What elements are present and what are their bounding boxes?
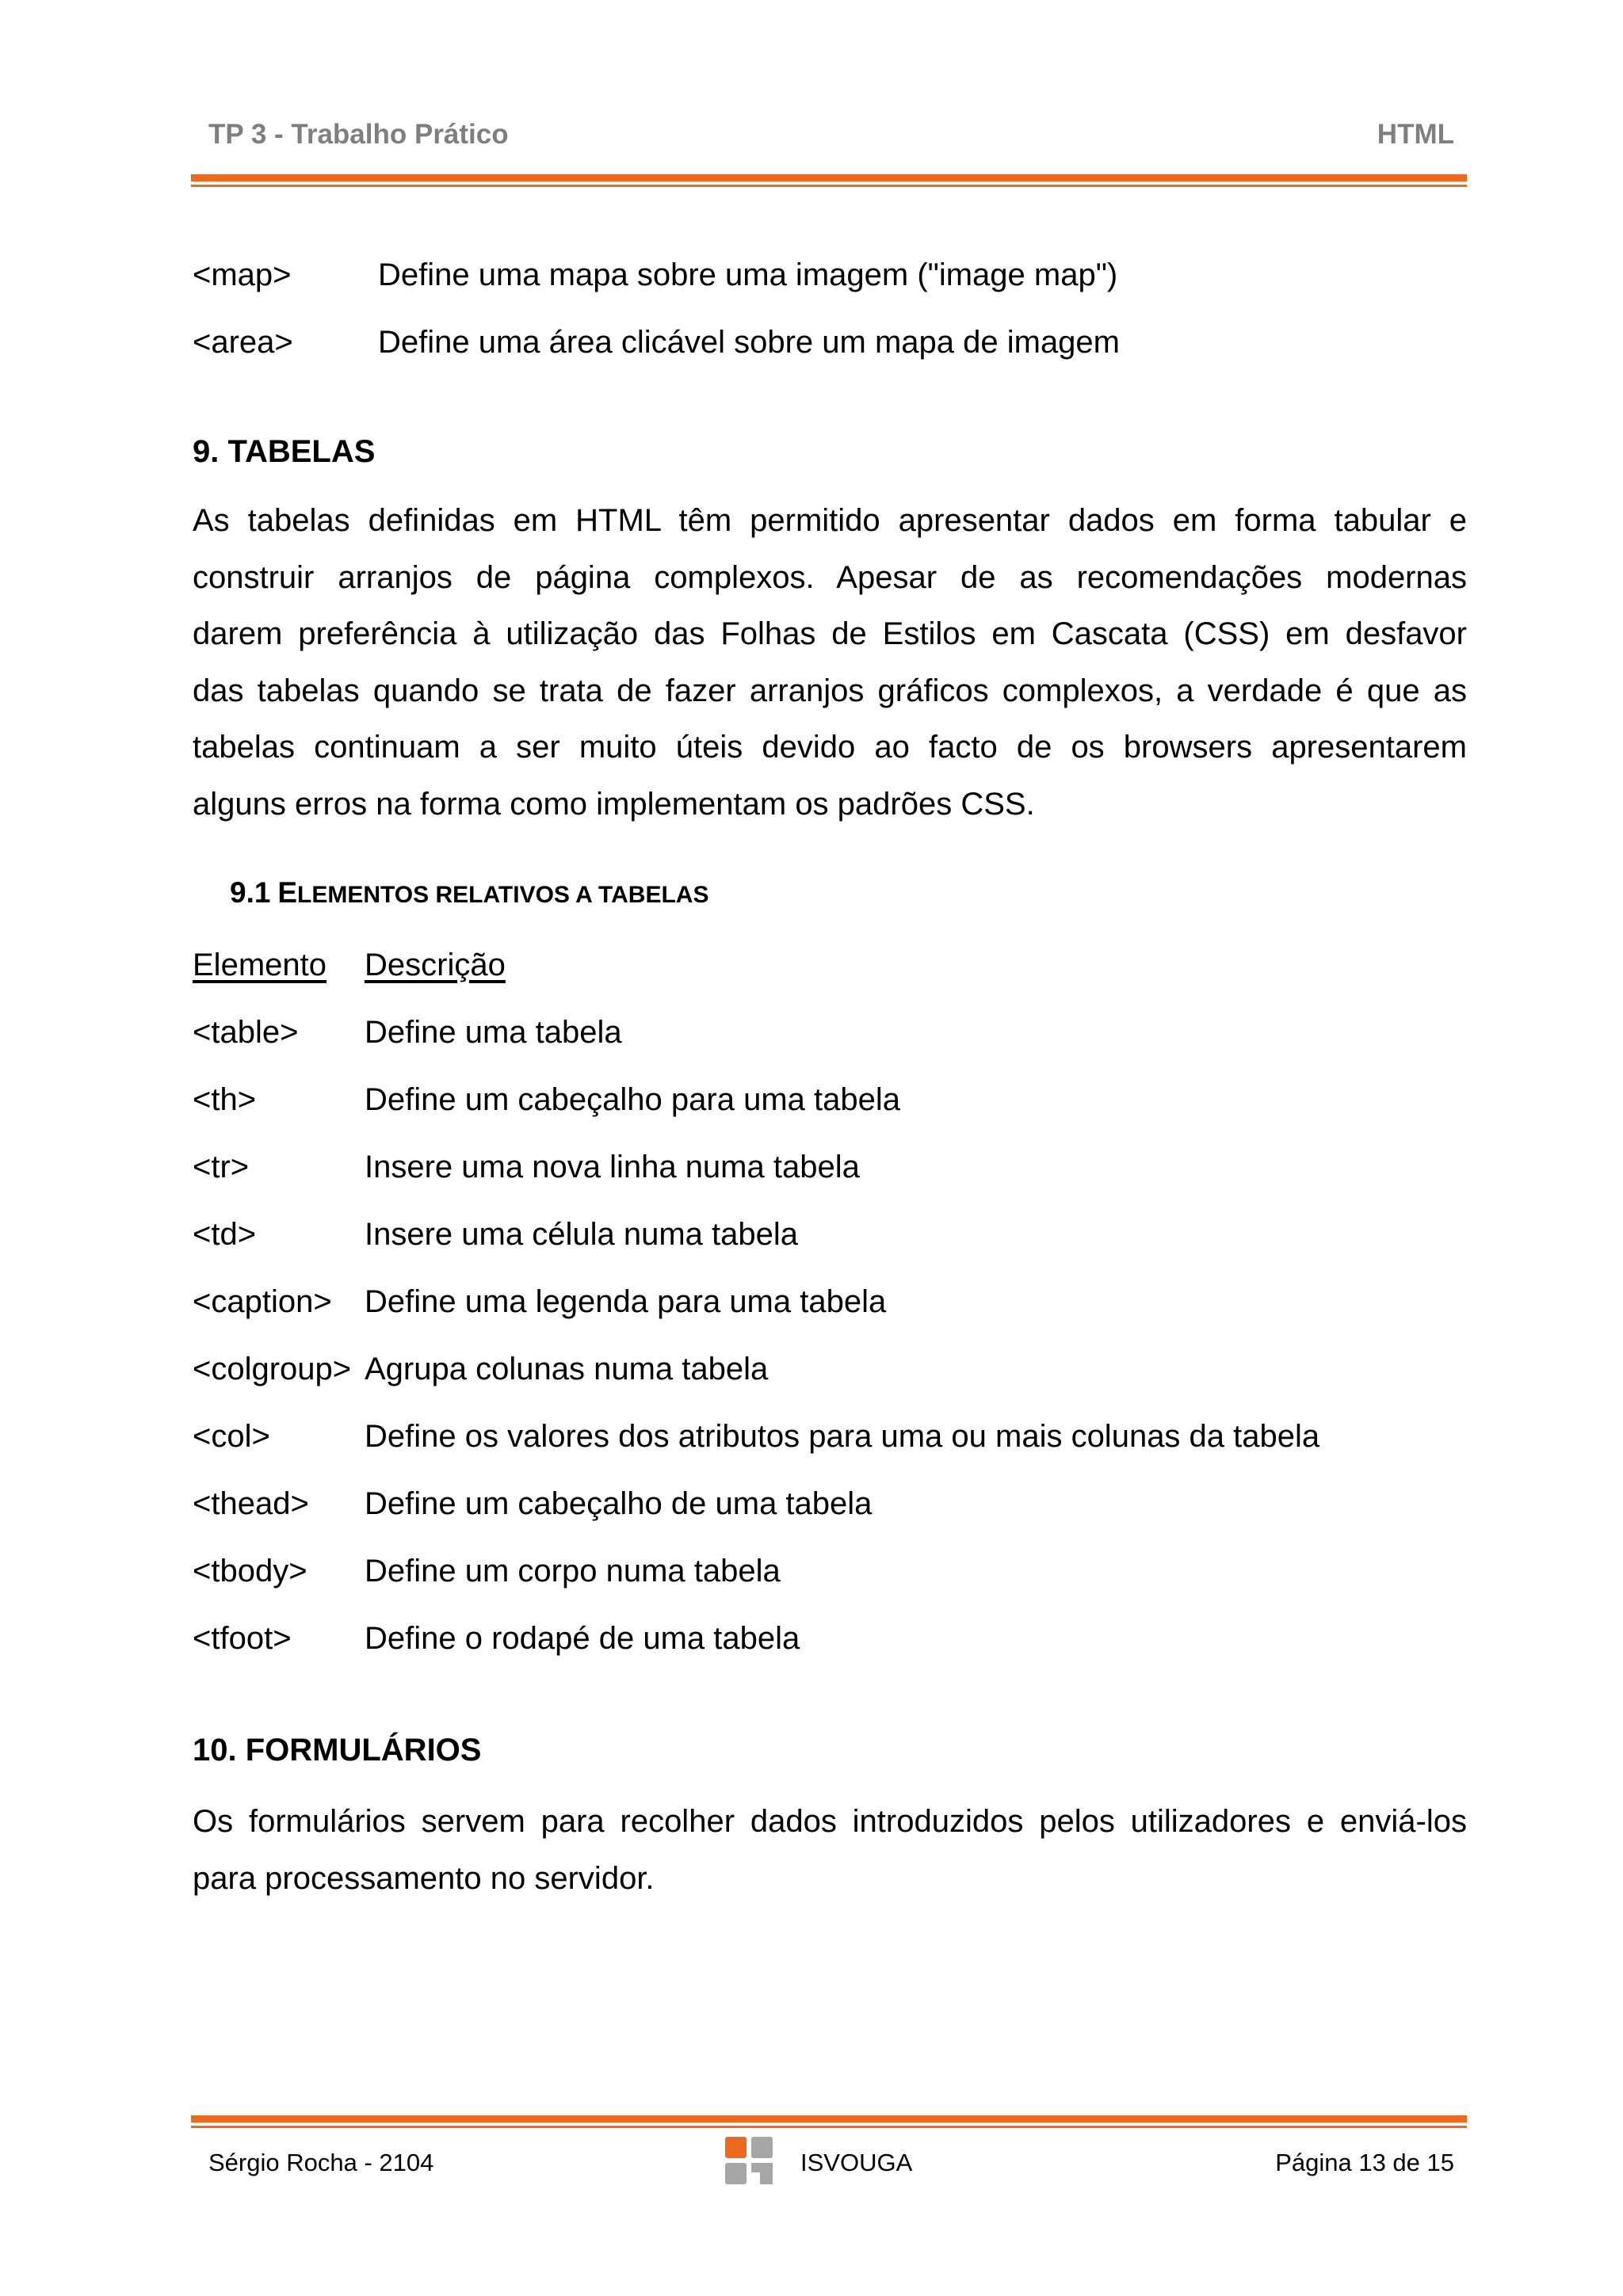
row-element: <thead> — [193, 1486, 309, 1521]
definition-description: Define uma área clicável sobre um mapa de imagem — [378, 325, 1120, 360]
row-element: <col> — [193, 1419, 270, 1454]
definition-element: <area> — [193, 325, 293, 360]
definition-element: <map> — [193, 257, 292, 292]
row-element: <tr> — [193, 1150, 250, 1184]
row-element: <caption> — [193, 1284, 332, 1319]
paragraph-line: construir arranjos de página complexos. Apesar de as recomendações modernas — [193, 559, 1467, 595]
row-description: Agrupa colunas numa tabela — [365, 1352, 769, 1386]
row-element: <td> — [193, 1217, 257, 1252]
row-description: Define os valores dos atributos para uma ou mais colunas da tabela — [365, 1419, 1320, 1454]
footer-page-number: Página 13 de 15 — [1275, 2149, 1454, 2176]
section-heading-tabelas: 9. TABELAS — [193, 434, 376, 469]
definition-description: Define uma mapa sobre uma imagem ("image map") — [378, 257, 1118, 292]
column-header-element: Elemento — [193, 948, 327, 982]
row-description: Define uma tabela — [365, 1015, 622, 1050]
section-10-paragraph — [193, 1794, 1467, 1907]
row-element: <colgroup> — [193, 1352, 352, 1386]
subsection-title-rest: LEMENTOS RELATIVOS A TABELAS — [297, 882, 709, 908]
row-description: Define uma legenda para uma tabela — [365, 1284, 887, 1319]
column-header-description: Descrição — [365, 948, 506, 982]
paragraph-line: As tabelas definidas em HTML têm permitido apresentar dados em forma tabular e — [193, 503, 1467, 538]
paragraph-line: Os formulários servem para recolher dados introduzidos pelos utilizadores e enviá-los — [193, 1804, 1467, 1839]
row-description: Define o rodapé de uma tabela — [365, 1621, 800, 1656]
subsection-title-initial: E — [277, 876, 298, 909]
header-rule-thin — [191, 185, 1467, 187]
subsection-number: 9.1 — [230, 876, 271, 909]
footer-rule-thick — [191, 2115, 1467, 2122]
row-description: Define um cabeçalho de uma tabela — [365, 1486, 873, 1521]
paragraph-line: tabelas continuam a ser muito úteis devido ao facto de os browsers apresentarem — [193, 730, 1467, 765]
paragraph-line: darem preferência à utilização das Folhas de Estilos em Cascata (CSS) em desfavor — [193, 616, 1467, 651]
isvouga-logo-icon — [725, 2137, 773, 2184]
footer-institution: ISVOUGA — [800, 2149, 913, 2176]
section-heading-formularios: 10. FORMULÁRIOS — [193, 1733, 482, 1768]
footer-rule-thin — [191, 2126, 1467, 2128]
paragraph-line: para processamento no servidor. — [193, 1860, 655, 1896]
header-document-title: TP 3 - Trabalho Prático — [208, 119, 509, 150]
row-element: <tbody> — [193, 1554, 307, 1589]
footer-author: Sérgio Rocha - 2104 — [208, 2149, 434, 2176]
row-element: <tfoot> — [193, 1621, 292, 1656]
section-9-paragraph — [193, 493, 1467, 833]
row-description: Insere uma célula numa tabela — [365, 1217, 798, 1252]
paragraph-line: alguns erros na forma como implementam os padrões CSS. — [193, 786, 1035, 822]
row-element: <table> — [193, 1015, 299, 1050]
subsection-heading — [230, 876, 708, 910]
row-description: Define um corpo numa tabela — [365, 1554, 781, 1589]
row-description: Define um cabeçalho para uma tabela — [365, 1082, 900, 1117]
header-subject: HTML — [1377, 119, 1454, 150]
row-description: Insere uma nova linha numa tabela — [365, 1150, 860, 1184]
paragraph-line: das tabelas quando se trata de fazer arranjos gráficos complexos, a verdade é que as — [193, 673, 1467, 708]
row-element: <th> — [193, 1082, 257, 1117]
header-rule-thick — [191, 174, 1467, 181]
